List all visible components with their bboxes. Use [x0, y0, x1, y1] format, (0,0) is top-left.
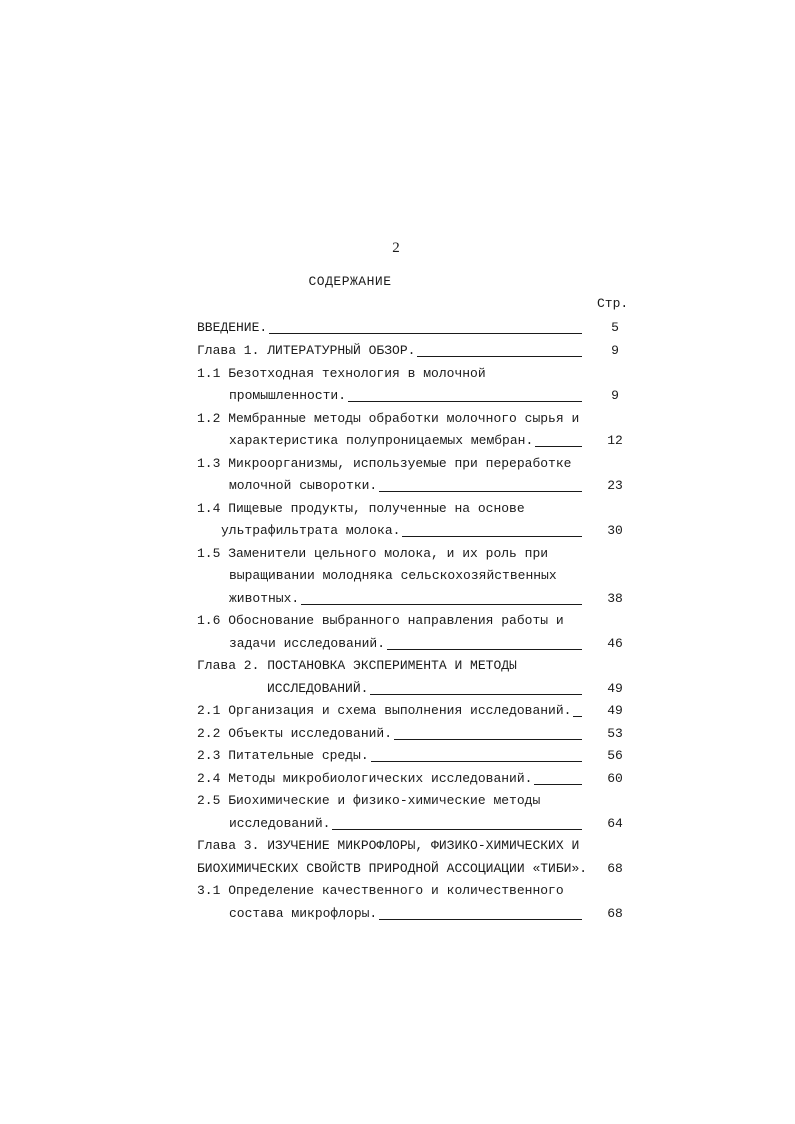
toc-entry-text: 1.4 Пищевые продукты, полученные на основе	[197, 501, 525, 516]
toc-entry	[229, 904, 635, 924]
leader-line	[348, 401, 582, 402]
toc-entry-text: Глава 3. ИЗУЧЕНИЕ МИКРОФЛОРЫ, ФИЗИКО-ХИМИЧЕСКИХ И	[197, 838, 580, 853]
leader-line	[535, 446, 582, 447]
toc-entry-text: состава микрофлоры.	[229, 906, 378, 921]
toc-entry-text: 1.6 Обоснование выбранного направления работы и	[197, 613, 564, 628]
toc-entry-text: животных.	[229, 591, 300, 606]
toc-entry-page: 49	[607, 703, 623, 718]
toc-entry-page: 68	[607, 861, 623, 876]
toc-entry-text: задачи исследований.	[229, 636, 386, 651]
toc-entry	[197, 859, 635, 879]
toc-entry-text: 1.1 Безотходная технология в молочной	[197, 366, 486, 381]
leader-line	[301, 604, 582, 605]
toc-entry-page: 9	[611, 343, 619, 358]
toc-entry-text: 2.2 Объекты исследований.	[197, 726, 393, 741]
toc-entry	[197, 769, 635, 789]
leader-line	[370, 694, 582, 695]
toc-entry-page: 38	[607, 591, 623, 606]
toc-entry	[229, 589, 635, 609]
toc-entry	[197, 881, 635, 901]
toc-entry	[197, 611, 635, 631]
toc-entry-page: 23	[607, 478, 623, 493]
toc-entry-text: молочной сыворотки.	[229, 478, 378, 493]
toc-entry	[197, 364, 635, 384]
toc-entry-text: промышленности.	[229, 388, 347, 403]
toc-entry-page: 5	[611, 320, 619, 335]
toc-entry	[197, 724, 635, 744]
toc-entry-text: 2.4 Методы микробиологических исследований.	[197, 771, 533, 786]
toc-entry-text: ИССЛЕДОВАНИЙ.	[267, 681, 369, 696]
toc-entry-text: исследований.	[229, 816, 331, 831]
toc-entry	[229, 476, 635, 496]
toc-entry-page: 64	[607, 816, 623, 831]
leader-line	[371, 761, 582, 762]
toc-entry-page: 46	[607, 636, 623, 651]
toc-entry-text: БИОХИМИЧЕСКИХ СВОЙСТВ ПРИРОДНОЙ АССОЦИАЦИИ «ТИБИ».	[197, 861, 588, 876]
toc-entry-text: 2.1 Организация и схема выполнения исследований.	[197, 703, 572, 718]
toc-entry	[197, 836, 635, 856]
leader-line	[379, 919, 582, 920]
toc-entry	[197, 791, 635, 811]
toc-entry	[229, 814, 635, 834]
toc-entry-page: 49	[607, 681, 623, 696]
toc-entry	[197, 409, 635, 429]
toc-entry-text: 1.5 Заменители цельного молока, и их роль при	[197, 546, 549, 561]
toc-entry	[197, 318, 635, 338]
toc-entry	[197, 341, 635, 361]
leader-line	[332, 829, 582, 830]
toc-entry-page: 60	[607, 771, 623, 786]
toc-entry	[197, 454, 635, 474]
page-column-label: Стр.	[597, 296, 629, 311]
toc-entry-page: 56	[607, 748, 623, 763]
toc-entry	[229, 431, 635, 451]
toc-entry-text: 1.3 Микроорганизмы, используемые при переработке	[197, 456, 572, 471]
page-number: 2	[392, 240, 400, 256]
toc-entry	[229, 386, 635, 406]
leader-line	[379, 491, 582, 492]
leader-line	[394, 739, 582, 740]
leader-line	[402, 536, 582, 537]
toc-entry-text: ВВЕДЕНИЕ.	[197, 320, 268, 335]
toc-entry-text: 1.2 Мембранные методы обработки молочного сырья и	[197, 411, 580, 426]
toc-entry	[197, 656, 635, 676]
leader-line	[573, 716, 582, 717]
toc-title: СОДЕРЖАНИЕ	[308, 274, 392, 289]
toc-entry-text: Глава 1. ЛИТЕРАТУРНЫЙ ОБЗОР.	[197, 343, 416, 358]
toc-entry-page: 12	[607, 433, 623, 448]
toc-entry-page: 30	[607, 523, 623, 538]
toc-entry-text: Глава 2. ПОСТАНОВКА ЭКСПЕРИМЕНТА И МЕТОДЫ	[197, 658, 517, 673]
toc-entry-text: 2.5 Биохимические и физико-химические методы	[197, 793, 541, 808]
toc-entry-text: 3.1 Определение качественного и количественного	[197, 883, 564, 898]
toc-entry	[267, 679, 635, 699]
toc-entry-text: характеристика полупроницаемых мембран.	[229, 433, 534, 448]
leader-line	[387, 649, 582, 650]
toc-entry	[221, 521, 635, 541]
toc-entry	[197, 701, 635, 721]
toc-entry-page: 9	[611, 388, 619, 403]
toc-entry	[229, 566, 635, 586]
toc-entry-text: 2.3 Питательные среды.	[197, 748, 369, 763]
toc-entry	[197, 746, 635, 766]
leader-line	[417, 356, 582, 357]
leader-line	[269, 333, 582, 334]
toc-entry	[197, 499, 635, 519]
toc-entry	[197, 544, 635, 564]
toc-entry-text: ультрафильтрата молока.	[221, 523, 401, 538]
toc-entry-page: 68	[607, 906, 623, 921]
toc-entry-page: 53	[607, 726, 623, 741]
toc-entry-text: выращивании молодняка сельскохозяйственных	[229, 568, 557, 583]
leader-line	[534, 784, 582, 785]
toc-entry	[229, 634, 635, 654]
